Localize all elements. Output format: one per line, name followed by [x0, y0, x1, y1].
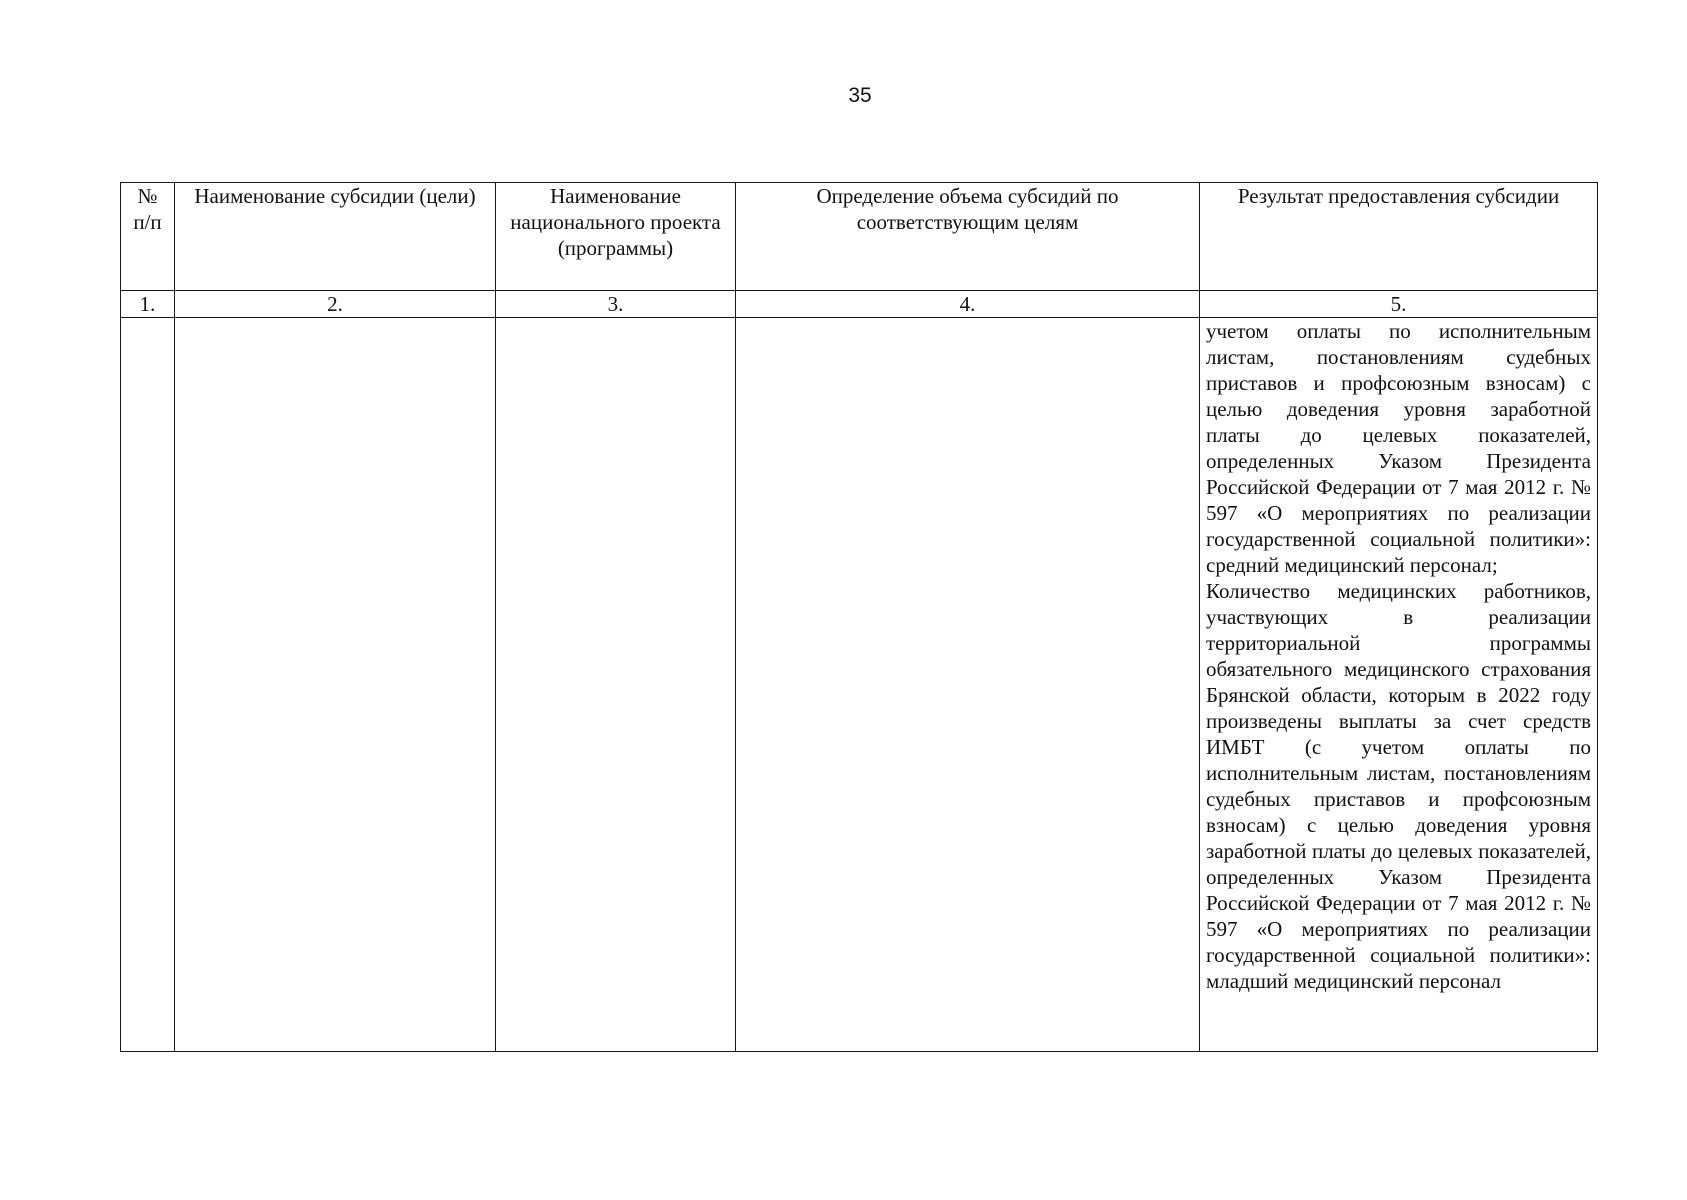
cell-subsidy-name	[175, 318, 496, 1052]
subsidy-table	[120, 182, 1598, 1052]
cell-national-project	[496, 318, 736, 1052]
column-number-2: 2.	[175, 291, 496, 318]
result-paragraph-1: учетом оплаты по исполнительным листам, постановлениям судебных приставов и профсоюзным взносам) с целью доведения уровня заработной платы до целевых показателей, определенных Указом Президента Российской Федерации от 7 мая 2012 г. № 597 «О мероприятиях по реализации государственной социальной политики»: средний медицинский персонал;	[1206, 319, 1591, 577]
header-number: № п/п	[121, 183, 175, 291]
header-subsidy-name: Наименование субсидии (цели)	[175, 183, 496, 291]
result-paragraph-2: Количество медицинских работников, участвующих в реализации территориальной программы обязательного медицинского страхования Брянской области, которым в 2022 году произведены выплаты за счет средств ИМБТ (с учетом оплаты по исполнительным листам, постановлениям судебных приставов и профсоюзным взносам) с целью доведения уровня заработной платы до целевых показателей, определенных Указом Президента Российской Федерации от 7 мая 2012 г. № 597 «О мероприятиях по реализации государственной социальной политики»: младший медицинский персонал	[1206, 579, 1591, 993]
cell-result	[1200, 318, 1598, 1052]
column-number-4: 4.	[736, 291, 1200, 318]
page-number: 35	[848, 84, 872, 107]
header-national-project: Наименование национального проекта (программы)	[496, 183, 736, 291]
column-number-5: 5.	[1200, 291, 1598, 318]
column-number-row	[121, 291, 1598, 318]
table-header-row	[121, 183, 1598, 291]
table-row	[121, 318, 1598, 1052]
column-number-3: 3.	[496, 291, 736, 318]
cell-number	[121, 318, 175, 1052]
header-volume-definition: Определение объема субсидий по соответствующим целям	[736, 183, 1200, 291]
header-result: Результат предоставления субсидии	[1200, 183, 1598, 291]
cell-volume-definition	[736, 318, 1200, 1052]
column-number-1: 1.	[121, 291, 175, 318]
